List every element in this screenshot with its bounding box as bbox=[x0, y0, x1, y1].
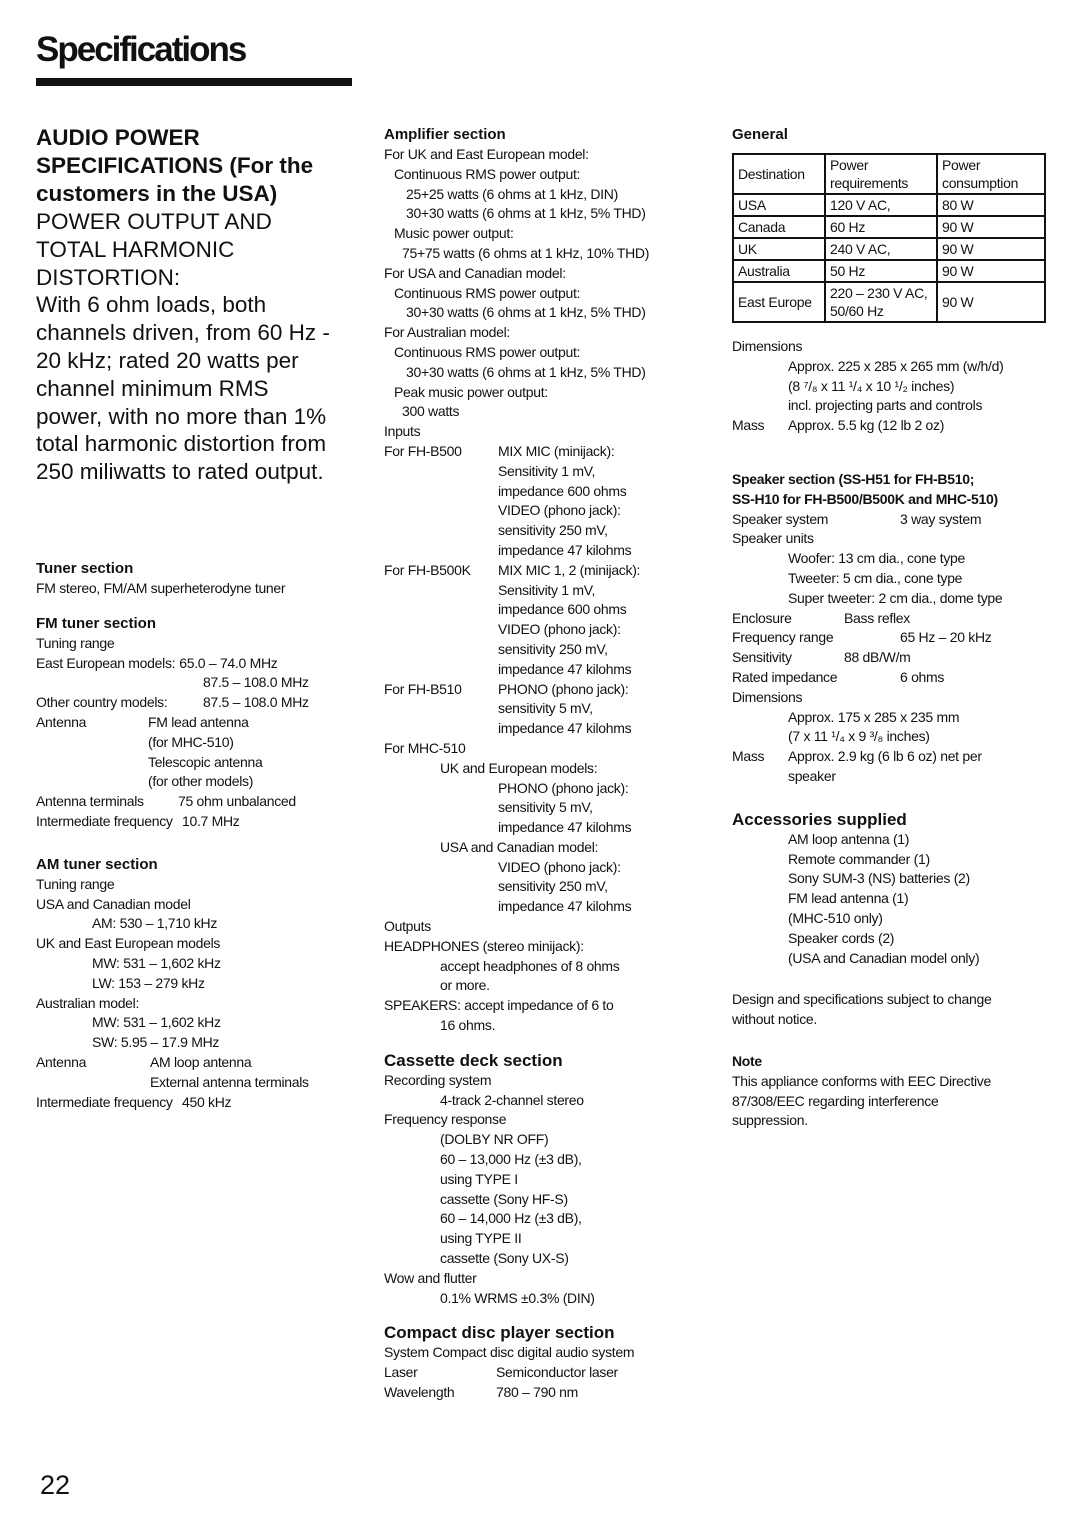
list-item: AM loop antenna (1) bbox=[788, 830, 910, 847]
amplifier-section bbox=[384, 124, 714, 1036]
spec-value: Woofer: 13 cm dia., cone type bbox=[788, 550, 966, 567]
spec-value: cassette (Sony UX-S) bbox=[440, 1250, 569, 1267]
spec-label: Intermediate frequency bbox=[36, 812, 173, 829]
spec-label: East European models: bbox=[36, 654, 176, 671]
table-row bbox=[733, 238, 1045, 260]
note-line: 87/308/EEC regarding interference bbox=[732, 1092, 939, 1109]
table-row bbox=[733, 260, 1045, 282]
page-number: 22 bbox=[40, 1470, 71, 1500]
spec-value: (for other models) bbox=[148, 773, 254, 790]
spec-line: Outputs bbox=[384, 918, 431, 935]
spec-line: Continuous RMS power output: bbox=[394, 343, 581, 360]
tuner-heading: Tuner section bbox=[36, 559, 134, 577]
spec-label: Frequency range bbox=[732, 629, 834, 646]
spec-line: Tuning range bbox=[36, 875, 115, 892]
table-row bbox=[733, 216, 1045, 238]
speaker-section bbox=[732, 470, 1062, 787]
spec-label: Rated impedance bbox=[732, 668, 838, 685]
spec-label: For FH-B500 bbox=[384, 442, 462, 459]
spec-line: Music power output: bbox=[394, 225, 514, 242]
spec-line: 30+30 watts (6 ohms at 1 kHz, 5% THD) bbox=[406, 363, 646, 380]
spec-label: Sensitivity bbox=[732, 649, 792, 666]
audio-text-line: channels driven, from 60 Hz - bbox=[36, 320, 330, 346]
spec-row bbox=[384, 442, 714, 462]
spec-line: USA and Canadian model bbox=[36, 895, 191, 912]
spec-line: SPEAKERS: accept impedance of 6 to bbox=[384, 997, 614, 1014]
spec-value: Super tweeter: 2 cm dia., dome type bbox=[788, 589, 1003, 606]
spec-value: MIX MIC (minijack): bbox=[498, 442, 615, 459]
list-item: (MHC-510 only) bbox=[788, 909, 883, 926]
spec-row bbox=[384, 680, 714, 700]
spec-label: For FH-B500K bbox=[384, 561, 471, 578]
page-title: Specifications bbox=[36, 30, 246, 69]
note-section bbox=[732, 1052, 1062, 1131]
table-header-cell: Destination bbox=[733, 154, 825, 194]
spec-value: impedance 600 ohms bbox=[498, 482, 627, 499]
spec-value: 65.0 – 74.0 MHz bbox=[179, 654, 278, 671]
spec-value: SW: 5.95 – 17.9 MHz bbox=[92, 1034, 220, 1051]
spec-label: Intermediate frequency bbox=[36, 1093, 173, 1110]
spec-value: Approx. 2.9 kg (6 lb 6 oz) net per bbox=[788, 748, 982, 765]
list-item: Remote commander (1) bbox=[788, 850, 930, 867]
audio-text-line: 250 miliwatts to rated output. bbox=[36, 459, 324, 485]
cassette-heading: Cassette deck section bbox=[384, 1050, 563, 1070]
audio-heading-line: SPECIFICATIONS (For the bbox=[36, 153, 314, 178]
amplifier-heading: Amplifier section bbox=[384, 126, 506, 143]
spec-value: sensitivity 250 mV, bbox=[498, 878, 608, 895]
table-row bbox=[733, 282, 1045, 322]
tuner-desc: FM stereo, FM/AM superheterodyne tuner bbox=[36, 579, 286, 596]
speaker-heading: Speaker section (SS-H51 for FH-B510; bbox=[732, 470, 975, 487]
table-cell: 90 W bbox=[937, 282, 1045, 322]
spec-value: 60 – 13,000 Hz (±3 dB), bbox=[440, 1151, 582, 1168]
spec-value: using TYPE I bbox=[440, 1170, 518, 1187]
cd-heading: Compact disc player section bbox=[384, 1323, 615, 1343]
spec-value: incl. projecting parts and controls bbox=[788, 397, 983, 414]
spec-value: VIDEO (phono jack): bbox=[498, 858, 621, 875]
spec-value: Approx. 5.5 kg (12 lb 2 oz) bbox=[788, 417, 945, 434]
spec-row bbox=[36, 654, 356, 674]
spec-label: Antenna terminals bbox=[36, 793, 144, 810]
spec-line: Wow and flutter bbox=[384, 1269, 477, 1286]
spec-value: (7 x 11 ¹/₄ x 9 ³/₈ inches) bbox=[788, 728, 930, 745]
spec-row bbox=[732, 668, 1062, 688]
spec-label: Wavelength bbox=[384, 1384, 455, 1401]
table-cell: UK bbox=[733, 238, 825, 260]
table-cell: 80 W bbox=[937, 194, 1045, 216]
spec-value: 87.5 – 108.0 MHz bbox=[203, 694, 309, 711]
spec-value: impedance 47 kilohms bbox=[498, 720, 632, 737]
title-rule bbox=[36, 78, 352, 86]
spec-line: UK and East European models bbox=[36, 935, 221, 952]
spec-value: 60 – 14,000 Hz (±3 dB), bbox=[440, 1210, 582, 1227]
spec-row bbox=[36, 792, 356, 812]
spec-value: speaker bbox=[788, 767, 836, 784]
table-cell: 220 – 230 V AC, 50/60 Hz bbox=[825, 282, 937, 322]
spec-line: or more. bbox=[440, 977, 490, 994]
spec-row bbox=[36, 693, 356, 713]
spec-line: 16 ohms. bbox=[440, 1017, 496, 1034]
spec-value: Semiconductor laser bbox=[496, 1364, 618, 1381]
spec-value: LW: 153 – 279 kHz bbox=[92, 974, 205, 991]
audio-text-line: power, with no more than 1% bbox=[36, 403, 327, 429]
spec-value: MW: 531 – 1,602 kHz bbox=[92, 954, 221, 971]
table-cell: 60 Hz bbox=[825, 216, 937, 238]
spec-row bbox=[732, 510, 1062, 530]
spec-value: 780 – 790 nm bbox=[496, 1384, 579, 1401]
table-cell: 90 W bbox=[937, 216, 1045, 238]
spec-value: Approx. 225 x 285 x 265 mm (w/h/d) bbox=[788, 357, 1004, 374]
spec-value: (8 ⁷/₈ x 11 ¹/₄ x 10 ¹/₂ inches) bbox=[788, 377, 955, 394]
table-cell: 120 V AC, bbox=[825, 194, 937, 216]
spec-line: Continuous RMS power output: bbox=[394, 165, 581, 182]
spec-value: AM loop antenna bbox=[150, 1053, 252, 1070]
spec-label: Speaker units bbox=[732, 530, 814, 547]
spec-line: System Compact disc digital audio system bbox=[384, 1344, 635, 1361]
spec-label: For MHC-510 bbox=[384, 739, 466, 756]
spec-value: 75 ohm unbalanced bbox=[178, 793, 296, 810]
spec-value: MW: 531 – 1,602 kHz bbox=[92, 1014, 221, 1031]
spec-value: PHONO (phono jack): bbox=[498, 779, 629, 796]
spec-value: 4-track 2-channel stereo bbox=[440, 1091, 584, 1108]
spec-value: MIX MIC 1, 2 (minijack): bbox=[498, 561, 641, 578]
spec-label: Mass bbox=[732, 417, 765, 434]
spec-value: Bass reflex bbox=[844, 609, 910, 626]
spec-value: 65 Hz – 20 kHz bbox=[900, 629, 992, 646]
spec-line: 75+75 watts (6 ohms at 1 kHz, 10% THD) bbox=[402, 244, 650, 261]
note-line: suppression. bbox=[732, 1112, 808, 1129]
column-left bbox=[36, 124, 356, 1112]
spec-value: cassette (Sony HF-S) bbox=[440, 1190, 568, 1207]
spec-value: 87.5 – 108.0 MHz bbox=[203, 674, 309, 691]
spec-value: VIDEO (phono jack): bbox=[498, 502, 621, 519]
spec-line: Frequency response bbox=[384, 1111, 507, 1128]
note-heading: Note bbox=[732, 1052, 762, 1069]
spec-value: Sensitivity 1 mV, bbox=[498, 462, 596, 479]
spec-value: using TYPE II bbox=[440, 1230, 522, 1247]
audio-text-line: DISTORTION: bbox=[36, 264, 181, 290]
power-table bbox=[732, 153, 1046, 323]
spec-row bbox=[36, 713, 356, 733]
spec-line: 300 watts bbox=[402, 403, 460, 420]
spec-label: Dimensions bbox=[732, 338, 803, 354]
spec-label: Other country models: bbox=[36, 694, 168, 711]
table-cell: East Europe bbox=[733, 282, 825, 322]
spec-line: For USA and Canadian model: bbox=[384, 264, 566, 281]
am-tuner-heading: AM tuner section bbox=[36, 855, 158, 873]
column-middle bbox=[384, 124, 714, 1403]
spec-value: Telescopic antenna bbox=[148, 753, 263, 770]
spec-line: UK and European models: bbox=[440, 759, 598, 776]
spec-line: 25+25 watts (6 ohms at 1 kHz, DIN) bbox=[406, 185, 618, 202]
spec-line: Inputs bbox=[384, 423, 421, 440]
spec-row bbox=[36, 1053, 356, 1073]
general-section bbox=[732, 124, 1062, 436]
spec-row bbox=[36, 1093, 356, 1113]
table-cell: 50 Hz bbox=[825, 260, 937, 282]
audio-text-line: 20 kHz; rated 20 watts per bbox=[36, 347, 299, 373]
spec-label: Laser bbox=[384, 1364, 418, 1381]
spec-value: sensitivity 250 mV, bbox=[498, 522, 608, 539]
audio-heading-line: AUDIO POWER bbox=[36, 125, 200, 150]
spec-row bbox=[384, 1363, 714, 1383]
spec-value: 0.1% WRMS ±0.3% (DIN) bbox=[440, 1289, 595, 1306]
spec-value: sensitivity 5 mV, bbox=[498, 700, 593, 717]
spec-value: impedance 600 ohms bbox=[498, 601, 627, 618]
audio-power-section bbox=[36, 124, 356, 486]
accessories-section bbox=[732, 809, 1062, 969]
table-cell: Australia bbox=[733, 260, 825, 282]
spec-value: (DOLBY NR OFF) bbox=[440, 1131, 549, 1148]
speaker-heading: SS-H10 for FH-B500/B500K and MHC-510) bbox=[732, 490, 998, 507]
spec-label: For FH-B510 bbox=[384, 680, 462, 697]
table-header-row bbox=[733, 154, 1045, 194]
spec-value: 450 kHz bbox=[182, 1093, 232, 1110]
fm-tuner-heading: FM tuner section bbox=[36, 614, 157, 632]
spec-value: sensitivity 250 mV, bbox=[498, 640, 608, 657]
design-note bbox=[732, 990, 1062, 1030]
tuner-section bbox=[36, 558, 356, 1112]
spec-row bbox=[384, 1383, 714, 1403]
spec-line: Peak music power output: bbox=[394, 383, 548, 400]
spec-row bbox=[384, 561, 714, 581]
spec-label: Enclosure bbox=[732, 609, 792, 626]
spec-row bbox=[732, 648, 1062, 668]
spec-label: Dimensions bbox=[732, 688, 803, 705]
spec-value: PHONO (phono jack): bbox=[498, 680, 629, 697]
audio-heading-line: customers in the USA) bbox=[36, 181, 278, 206]
spec-row bbox=[732, 747, 1062, 767]
spec-row bbox=[732, 609, 1062, 629]
column-right bbox=[732, 124, 1062, 1131]
spec-row bbox=[36, 812, 356, 832]
spec-label: Speaker system bbox=[732, 510, 829, 527]
cassette-section bbox=[384, 1050, 714, 1309]
note-line: This appliance conforms with EEC Directive bbox=[732, 1072, 991, 1089]
spec-line: Tuning range bbox=[36, 634, 115, 651]
table-header-cell: Power consumption bbox=[937, 154, 1045, 194]
spec-value: Approx. 175 x 285 x 235 mm bbox=[788, 708, 960, 725]
cd-section bbox=[384, 1322, 714, 1402]
table-cell: USA bbox=[733, 194, 825, 216]
spec-value: sensitivity 5 mV, bbox=[498, 799, 593, 816]
spec-value: FM lead antenna bbox=[148, 713, 249, 730]
table-row bbox=[733, 194, 1045, 216]
spec-row bbox=[732, 628, 1062, 648]
table-cell: Canada bbox=[733, 216, 825, 238]
table-cell: 240 V AC, bbox=[825, 238, 937, 260]
list-item: Sony SUM-3 (NS) batteries (2) bbox=[788, 870, 970, 887]
note-line: Design and specifications subject to change bbox=[732, 991, 992, 1008]
spec-line: 30+30 watts (6 ohms at 1 kHz, 5% THD) bbox=[406, 304, 646, 321]
spec-value: External antenna terminals bbox=[150, 1073, 309, 1090]
spec-value: AM: 530 – 1,710 kHz bbox=[92, 915, 218, 932]
spec-line: Australian model: bbox=[36, 994, 140, 1011]
spec-line: USA and Canadian model: bbox=[440, 838, 599, 855]
list-item: Speaker cords (2) bbox=[788, 929, 895, 946]
audio-text-line: TOTAL HARMONIC bbox=[36, 236, 235, 262]
list-item: FM lead antenna (1) bbox=[788, 890, 909, 907]
spec-label: Antenna bbox=[36, 713, 87, 730]
table-cell: 90 W bbox=[937, 260, 1045, 282]
spec-row bbox=[732, 416, 1062, 436]
list-item: (USA and Canadian model only) bbox=[788, 949, 980, 966]
spec-value: impedance 47 kilohms bbox=[498, 541, 632, 558]
spec-line: Recording system bbox=[384, 1071, 492, 1088]
spec-value: impedance 47 kilohms bbox=[498, 660, 632, 677]
spec-value: Tweeter: 5 cm dia., cone type bbox=[788, 569, 963, 586]
accessories-heading: Accessories supplied bbox=[732, 809, 907, 829]
spec-value: (for MHC-510) bbox=[148, 733, 234, 750]
spec-line: For Australian model: bbox=[384, 324, 510, 341]
spec-value: 3 way system bbox=[900, 510, 982, 527]
audio-text-line: channel minimum RMS bbox=[36, 375, 269, 401]
spec-line: HEADPHONES (stereo minijack): bbox=[384, 937, 584, 954]
spec-value: impedance 47 kilohms bbox=[498, 898, 632, 915]
spec-line: 30+30 watts (6 ohms at 1 kHz, 5% THD) bbox=[406, 205, 646, 222]
spec-line: For UK and East European model: bbox=[384, 146, 589, 162]
audio-text-line: With 6 ohm loads, both bbox=[36, 292, 267, 318]
audio-text-line: POWER OUTPUT AND bbox=[36, 209, 272, 234]
spec-value: Sensitivity 1 mV, bbox=[498, 581, 596, 598]
spec-label: Antenna bbox=[36, 1053, 87, 1070]
general-heading: General bbox=[732, 126, 788, 143]
table-header-cell: Power requirements bbox=[825, 154, 937, 194]
spec-value: VIDEO (phono jack): bbox=[498, 621, 621, 638]
note-line: without notice. bbox=[732, 1011, 817, 1028]
audio-text-line: total harmonic distortion from bbox=[36, 431, 327, 457]
spec-value: 88 dB/W/m bbox=[844, 649, 911, 666]
spec-value: 10.7 MHz bbox=[182, 812, 240, 829]
spec-value: 6 ohms bbox=[900, 668, 945, 685]
spec-line: accept headphones of 8 ohms bbox=[440, 957, 620, 974]
spec-line: Continuous RMS power output: bbox=[394, 284, 581, 301]
spec-label: Mass bbox=[732, 748, 765, 765]
table-cell: 90 W bbox=[937, 238, 1045, 260]
spec-value: impedance 47 kilohms bbox=[498, 819, 632, 836]
